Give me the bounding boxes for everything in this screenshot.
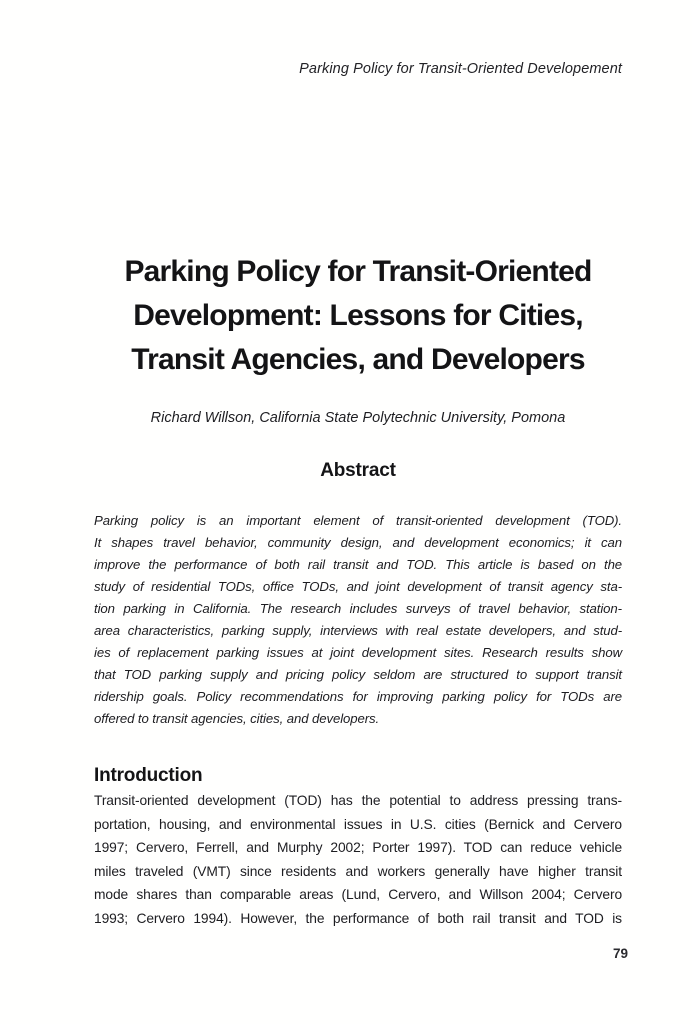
author-line: Richard Willson, California State Polytechnic University, Pomona [150, 410, 566, 426]
introduction-text-line: mode shares than comparable areas (Lund, Cervero, and Willson 2004; Cervero [94, 887, 623, 902]
abstract-text-line: area characteristics, parking supply, interviews with real estate developers, and stud- [94, 623, 623, 638]
abstract-text-line: tion parking in California. The research includes surveys of travel behavior, station- [94, 601, 622, 616]
page-content [94, 0, 622, 930]
article-title-line: Development: Lessons for Cities, [133, 299, 583, 332]
abstract-text [94, 510, 622, 730]
introduction-heading: Introduction [94, 765, 203, 786]
page-number: 79 [612, 946, 628, 961]
abstract-text-line: offered to transit agencies, cities, and developers. [94, 711, 380, 726]
abstract-text-line: study of residential TODs, office TODs, and joint development of transit agency sta- [94, 579, 622, 594]
abstract-text-line: that TOD parking supply and pricing policy seldom are structured to support transit [94, 667, 622, 682]
abstract-text-line: ies of replacement parking issues at joint development sites. Research results show [94, 645, 623, 660]
introduction-text-line: portation, housing, and environmental issues in U.S. cities (Bernick and Cervero [94, 816, 623, 832]
article-title [94, 250, 622, 382]
introduction-text-line: 1993; Cervero 1994). However, the performance of both rail transit and TOD is [94, 910, 622, 926]
abstract-text-line: Parking policy is an important element of transit-oriented development (TOD). [94, 513, 623, 528]
abstract-text-line: improve the performance of both rail transit and TOD. This article is based on the [94, 557, 623, 572]
introduction-text [94, 789, 622, 930]
running-header: Parking Policy for Transit-Oriented Developement [299, 61, 622, 77]
abstract-text-line: ridership goals. Policy recommendations for improving parking policy for TODs are [94, 689, 622, 704]
introduction-text-line: miles traveled (VMT) since residents and workers generally have higher transit [94, 863, 622, 879]
introduction-text-line: 1997; Cervero, Ferrell, and Murphy 2002; Porter 1997). TOD can reduce vehicle [94, 840, 623, 855]
article-title-line: Transit Agencies, and Developers [131, 343, 585, 376]
abstract-heading: Abstract [320, 460, 396, 481]
article-title-line: Parking Policy for Transit-Oriented [124, 255, 592, 288]
abstract-text-line: It shapes travel behavior, community design, and development economics; it can [94, 535, 623, 550]
introduction-text-line: Transit-oriented development (TOD) has the potential to address pressing trans- [94, 793, 622, 808]
